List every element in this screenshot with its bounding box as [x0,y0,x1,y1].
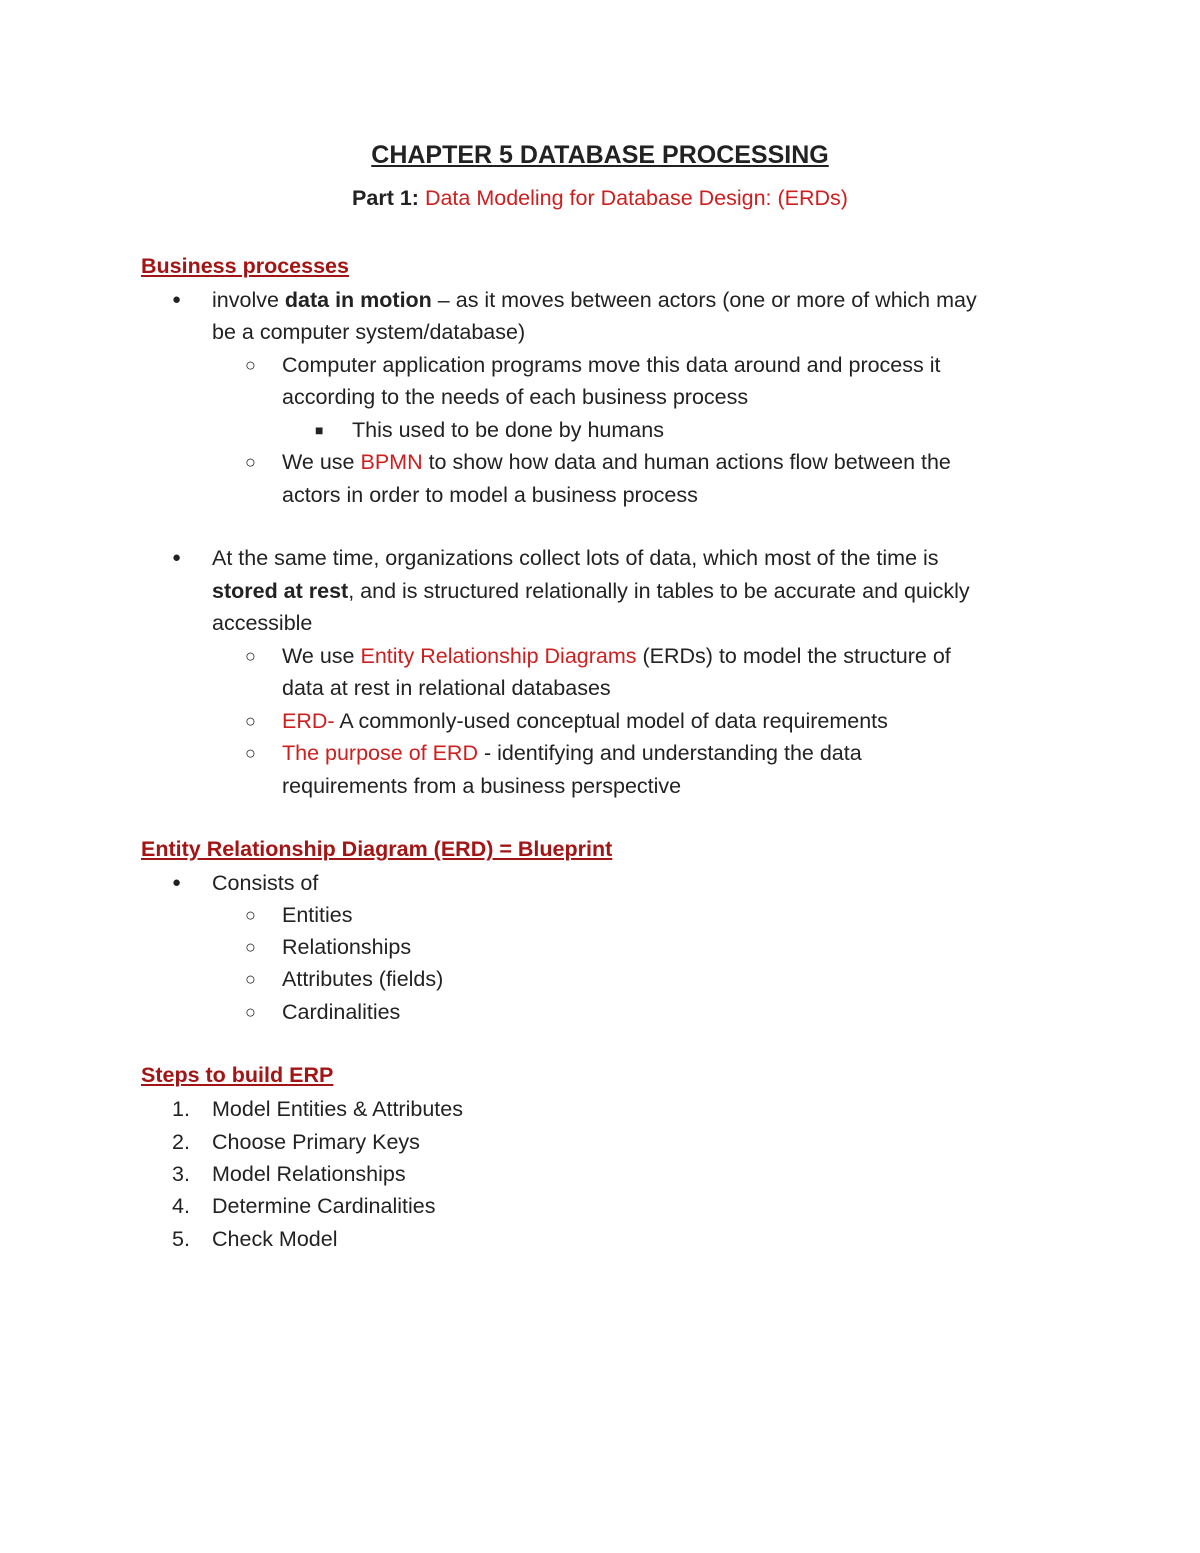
step-number: 1. [172,1097,190,1121]
page-subtitle [0,186,1200,211]
business-bullet-1: involve data in motion – as it moves between actors (one or more of which may [212,288,977,312]
step-number: 5. [172,1227,190,1251]
business-sub-4: ERD- A commonly-used conceptual model of data requirements [282,709,888,733]
business-bullet-2-line-1: At the same time, organizations collect lots of data, which most of the time is [212,546,939,570]
business-bullet-2-line-2: stored at rest, and is structured relationally in tables to be accurate and quickly [212,579,970,603]
step-item: Model Relationships [212,1162,406,1186]
step-number: 2. [172,1130,190,1154]
business-sub-2-line-2: actors in order to model a business process [282,483,698,507]
step-item: Determine Cardinalities [212,1194,436,1218]
business-bullet-1-cont: be a computer system/database) [212,320,526,344]
step-item: Model Entities & Attributes [212,1097,463,1121]
business-sub-5-line-1: The purpose of ERD - identifying and understanding the data [282,741,862,765]
erd-bullet: Consists of [212,871,319,895]
erd-item: Cardinalities [282,1000,401,1024]
subtitle-text: Data Modeling for Database Design: (ERDs) [418,186,848,210]
circle-bullet: ○ [245,969,256,989]
erd-item: Entities [282,903,353,927]
subtitle-label: Part 1 [352,186,412,210]
business-subsub-1: This used to be done by humans [352,418,664,442]
circle-bullet: ○ [245,937,256,957]
circle-bullet: ○ [245,711,256,731]
step-number: 3. [172,1162,190,1186]
disc-bullet: ● [172,874,182,891]
step-item: Choose Primary Keys [212,1130,420,1154]
step-number: 4. [172,1194,190,1218]
business-sub-2-line-1: We use BPMN to show how data and human actions flow between the [282,450,951,474]
erd-item: Attributes (fields) [282,967,444,991]
square-bullet: ■ [315,422,324,438]
circle-bullet: ○ [245,1002,256,1022]
step-item: Check Model [212,1227,338,1251]
circle-bullet: ○ [245,646,256,666]
disc-bullet: ● [172,549,182,566]
business-sub-5-line-2: requirements from a business perspective [282,774,682,798]
section-heading-business: Business processes [141,254,349,278]
business-sub-1-line-1: Computer application programs move this data around and process it [282,353,941,377]
page-title: CHAPTER 5 DATABASE PROCESSING [371,141,829,169]
disc-bullet: ● [172,291,182,308]
circle-bullet: ○ [245,905,256,925]
business-bullet-2-line-3: accessible [212,611,313,635]
section-heading-erd: Entity Relationship Diagram (ERD) = Blueprint [141,837,613,861]
business-sub-1-line-2: according to the needs of each business process [282,385,749,409]
business-sub-3-line-2: data at rest in relational databases [282,676,611,700]
circle-bullet: ○ [245,743,256,763]
subtitle-colon: : [411,186,419,210]
circle-bullet: ○ [245,355,256,375]
erd-item: Relationships [282,935,412,959]
circle-bullet: ○ [245,452,256,472]
section-heading-steps: Steps to build ERP [141,1063,334,1087]
business-sub-3-line-1: We use Entity Relationship Diagrams (ERDs) to model the structure of [282,644,951,668]
